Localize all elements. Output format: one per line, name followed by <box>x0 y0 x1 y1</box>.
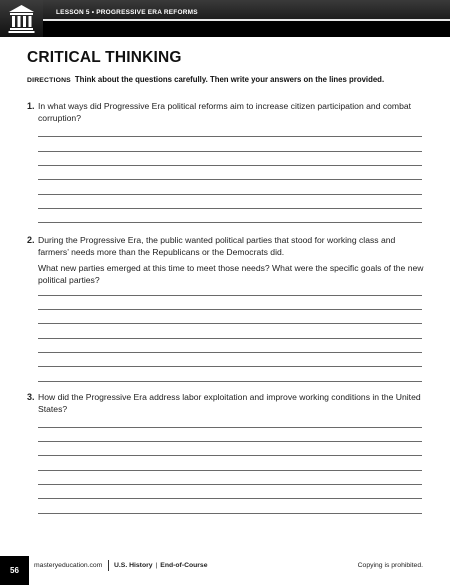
answer-line[interactable] <box>38 179 422 180</box>
question-text: In what ways did Progressive Era political reforms aim to increase citizen participation and combat corruption? <box>38 101 412 123</box>
course-separator: | <box>155 562 158 569</box>
directions-text: Think about the questions carefully. Then write your answers on the lines provided. <box>74 75 385 84</box>
answer-line[interactable] <box>38 513 422 514</box>
answer-line[interactable] <box>38 295 422 296</box>
question-2 <box>27 234 425 290</box>
answer-line[interactable] <box>38 194 422 195</box>
directions-label: DIRECTIONS <box>27 77 71 84</box>
question-number: 3. <box>27 392 35 402</box>
header-bar <box>43 21 450 37</box>
answer-line[interactable] <box>38 352 422 353</box>
directions <box>27 75 387 86</box>
answer-line[interactable] <box>38 338 422 339</box>
question-number: 2. <box>27 235 35 245</box>
answer-line[interactable] <box>38 470 422 471</box>
logo <box>0 0 43 37</box>
answer-line[interactable] <box>38 208 422 209</box>
building-columns-icon <box>8 4 35 33</box>
answer-line[interactable] <box>38 484 422 485</box>
answer-line[interactable] <box>38 165 422 166</box>
page-number: 56 <box>0 556 29 585</box>
question-3 <box>27 391 425 419</box>
lesson-title: LESSON 5 • PROGRESSIVE ERA REFORMS <box>56 9 198 16</box>
footer-course <box>114 562 208 569</box>
footer-site: masteryeducation.com <box>34 562 103 569</box>
page-footer <box>0 548 450 585</box>
answer-line[interactable] <box>38 441 422 442</box>
answer-line[interactable] <box>38 427 422 428</box>
answer-line[interactable] <box>38 222 422 223</box>
question-1 <box>27 100 425 128</box>
question-text: What new parties emerged at this time to meet those needs? What were the specific goals of the new political parties? <box>38 263 424 285</box>
question-text: During the Progressive Era, the public wanted political parties that stood for working class and farmers’ needs more than the Republicans or the Democrats did. <box>38 235 396 257</box>
answer-line[interactable] <box>38 309 422 310</box>
answer-line[interactable] <box>38 151 422 152</box>
section-title: CRITICAL THINKING <box>27 49 182 66</box>
answer-line[interactable] <box>38 366 422 367</box>
answer-line[interactable] <box>38 455 422 456</box>
course-name: U.S. History <box>114 562 153 569</box>
answer-line[interactable] <box>38 323 422 324</box>
course-type: End-of-Course <box>160 562 208 569</box>
footer-divider <box>108 560 109 571</box>
answer-line[interactable] <box>38 381 422 382</box>
footer-copyright: Copying is prohibited. <box>357 562 423 569</box>
question-number: 1. <box>27 101 35 111</box>
question-text: How did the Progressive Era address labor exploitation and improve working conditions in the United States? <box>38 392 421 414</box>
answer-line[interactable] <box>38 136 422 137</box>
page-header <box>0 0 450 37</box>
answer-line[interactable] <box>38 498 422 499</box>
